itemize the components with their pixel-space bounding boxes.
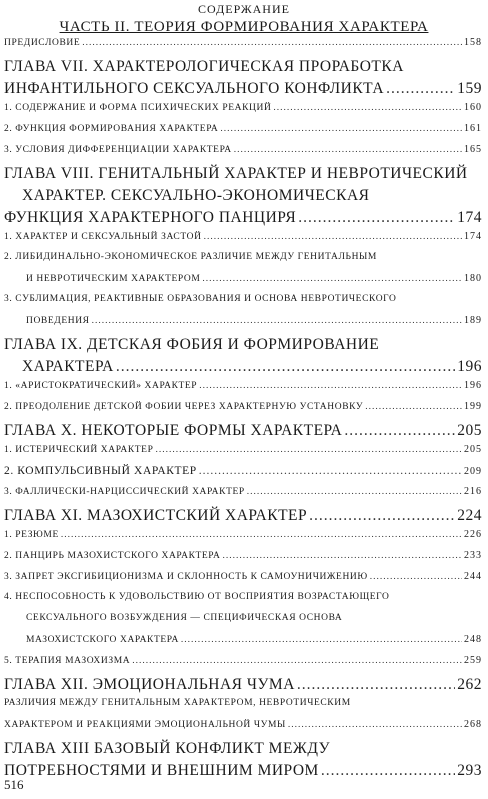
- toc-entry-page: 159: [457, 80, 482, 97]
- toc-entry-page: 189: [464, 315, 482, 326]
- toc-entry-page: 180: [464, 273, 482, 284]
- toc-entry-page: 160: [464, 102, 482, 113]
- toc-entry-title: 1. «АРИСТОКРАТИЧЕСКИЙ» ХАРАКТЕР: [4, 381, 198, 391]
- toc-dot-leader: [204, 233, 462, 243]
- toc-entry: [4, 763, 482, 785]
- toc-entry-title: 2. ФУНКЦИЯ ФОРМИРОВАНИЯ ХАРАКТЕРА: [4, 124, 219, 134]
- toc-entry: [4, 402, 482, 423]
- toc-dot-leader: [234, 146, 462, 156]
- toc-entry-title: ФУНКЦИЯ ХАРАКТЕРНОГО ПАНЦИРЯ: [4, 209, 297, 226]
- toc-entry: [4, 551, 482, 572]
- toc-entry-title: 5. ТЕРАПИЯ МАЗОХИЗМА: [4, 656, 131, 666]
- toc-dot-leader: [247, 488, 462, 498]
- toc-entry-page: 174: [457, 209, 482, 226]
- toc-dot-leader: [309, 508, 455, 524]
- toc-entries: [4, 38, 482, 785]
- toc-entry-title: ХАРАКТЕРА: [22, 358, 114, 375]
- toc-entry-page: 216: [464, 486, 482, 497]
- page-header: СОДЕРЖАНИЕ: [198, 2, 290, 16]
- toc-entry: [4, 145, 482, 166]
- toc-entry-page: 224: [457, 507, 482, 524]
- toc-dot-leader: [370, 573, 462, 583]
- toc-entry: [4, 635, 482, 656]
- toc-entry: [4, 487, 482, 508]
- toc-entry: [4, 445, 482, 466]
- toc-entry-page: 174: [464, 231, 482, 242]
- toc-entry-page: 205: [457, 422, 482, 439]
- toc-entry: [4, 466, 482, 487]
- toc-entry-title: 3. ФАЛЛИЧЕСКИ-НАРЦИССИЧЕСКИЙ ХАРАКТЕР: [4, 487, 245, 497]
- toc-entry: [4, 572, 482, 593]
- toc-entry: [4, 274, 482, 295]
- toc-entry-title: 1. ИСТЕРИЧЕСКИЙ ХАРАКТЕР: [4, 445, 154, 455]
- toc-entry-title: ПРЕДИСЛОВИЕ: [4, 38, 81, 48]
- part-title-text: ЧАСТЬ II. ТЕОРИЯ ФОРМИРОВАНИЯ ХАРАКТЕРА: [59, 19, 429, 35]
- toc-dot-leader: [222, 552, 462, 562]
- toc-dot-leader: [61, 531, 462, 541]
- toc-entry-page: 196: [464, 380, 482, 391]
- toc-entry-title: ИНФАНТИЛЬНОГО СЕКСУАЛЬНОГО КОНФЛИКТА: [4, 80, 385, 97]
- page-number: 516: [4, 777, 24, 792]
- toc-dot-leader: [132, 657, 462, 667]
- toc-dot-leader: [273, 104, 462, 114]
- toc-entry: [4, 188, 482, 210]
- toc-entry: [4, 677, 482, 699]
- toc-entry: [4, 253, 482, 274]
- toc-entry: [4, 530, 482, 551]
- toc-entry-title: ГЛАВА XI. МАЗОХИСТСКИЙ ХАРАКТЕР: [4, 507, 308, 524]
- toc-entry: [4, 699, 482, 720]
- toc-entry-title: 1. РЕЗЮМЕ: [4, 530, 59, 540]
- toc-dot-leader: [199, 466, 462, 478]
- toc-dot-leader: [386, 81, 455, 97]
- toc-entry: [4, 593, 482, 614]
- toc-entry-title: 2. КОМПУЛЬСИВНЫЙ ХАРАКТЕР: [4, 465, 197, 477]
- toc-entry-title: 1. СОДЕРЖАНИЕ И ФОРМА ПСИХИЧЕСКИХ РЕАКЦИЙ: [4, 103, 272, 113]
- toc-entry-title: 2. ПАНЦИРЬ МАЗОХИСТСКОГО ХАРАКТЕРА: [4, 551, 221, 561]
- toc-entry: [4, 720, 482, 741]
- toc-entry-title: ХАРАКТЕРОМ И РЕАКЦИЯМИ ЭМОЦИОНАЛЬНОЙ ЧУМЫ: [4, 720, 286, 730]
- toc-entry-page: 293: [457, 762, 482, 779]
- toc-entry: [4, 656, 482, 677]
- toc-entry: [4, 316, 482, 337]
- toc-entry-title: ПОТРЕБНОСТЯМИ И ВНЕШНИМ МИРОМ: [4, 762, 319, 779]
- toc-entry-title: МАЗОХИСТСКОГО ХАРАКТЕРА: [26, 635, 179, 645]
- toc-entry-page: 196: [457, 358, 482, 375]
- toc-entry-title: ГЛАВА IX. ДЕТСКАЯ ФОБИЯ И ФОРМИРОВАНИЕ: [4, 336, 380, 353]
- toc-entry-title: 4. НЕСПОСОБНОСТЬ К УДОВОЛЬСТВИЮ ОТ ВОСПРИЯТИЯ ВОЗРАСТАЮЩЕГО: [4, 592, 390, 602]
- toc-entry-title: 3. ЗАПРЕТ ЭКСГИБИЦИОНИЗМА И СКЛОННОСТЬ К САМОУНИЧИЖЕНИЮ: [4, 572, 368, 582]
- toc-entry-title: 3. СУБЛИМАЦИЯ, РЕАКТИВНЫЕ ОБРАЗОВАНИЯ И ОСНОВА НЕВРОТИЧЕСКОГО: [4, 294, 397, 304]
- toc-dot-leader: [297, 677, 455, 693]
- toc-entry-title: 3. УСЛОВИЯ ДИФФЕРЕНЦИАЦИИ ХАРАКТЕРА: [4, 145, 232, 155]
- toc-entry-title: 2. ЛИБИДИНАЛЬНО-ЭКОНОМИЧЕСКОЕ РАЗЛИЧИЕ МЕЖДУ ГЕНИТАЛЬНЫМ: [4, 252, 377, 262]
- toc-entry-title: 1. ХАРАКТЕР И СЕКСУАЛЬНЫЙ ЗАСТОЙ: [4, 232, 202, 242]
- toc-dot-leader: [181, 636, 462, 646]
- toc-dot-leader: [155, 446, 462, 456]
- toc-entry-title: ПОВЕДЕНИЯ: [26, 316, 90, 326]
- toc-entry: [4, 381, 482, 402]
- toc-entry: [4, 423, 482, 445]
- toc-entry: [4, 359, 482, 381]
- toc-dot-leader: [365, 403, 462, 413]
- toc-entry: [4, 741, 482, 763]
- toc-entry-title: СЕКСУАЛЬНОГО ВОЗБУЖДЕНИЯ — СПЕЦИФИЧЕСКАЯ ОСНОВА: [26, 613, 343, 623]
- toc-entry-title: И НЕВРОТИЧЕСКИМ ХАРАКТЕРОМ: [26, 274, 201, 284]
- toc-entry-title: ГЛАВА VIII. ГЕНИТАЛЬНЫЙ ХАРАКТЕР И НЕВРОТИЧЕСКИЙ: [4, 165, 468, 182]
- toc-entry: [4, 166, 482, 188]
- toc-entry-title: РАЗЛИЧИЯ МЕЖДУ ГЕНИТАЛЬНЫМ ХАРАКТЕРОМ, НЕВРОТИЧЕСКИМ: [4, 698, 351, 708]
- toc-entry-page: 209: [464, 466, 482, 477]
- toc-entry: [4, 38, 482, 59]
- toc-entry-page: 262: [457, 676, 482, 693]
- toc-entry: [4, 508, 482, 530]
- toc-entry-title: ГЛАВА XII. ЭМОЦИОНАЛЬНАЯ ЧУМА: [4, 676, 295, 693]
- toc-dot-leader: [116, 359, 455, 375]
- toc-entry: [4, 103, 482, 124]
- toc-entry: [4, 124, 482, 145]
- toc-entry: [4, 614, 482, 635]
- toc-entry-page: 161: [464, 123, 482, 134]
- toc-entry-page: 158: [464, 37, 482, 48]
- toc-dot-leader: [321, 763, 455, 779]
- toc-entry-page: 199: [464, 401, 482, 412]
- toc-entry-page: 233: [464, 550, 482, 561]
- part-title: [0, 19, 488, 36]
- toc-entry-page: 248: [464, 634, 482, 645]
- toc-dot-leader: [202, 275, 462, 285]
- toc-entry-page: 259: [464, 655, 482, 666]
- toc-entry-page: 165: [464, 144, 482, 155]
- toc-dot-leader: [288, 721, 462, 731]
- toc-dot-leader: [199, 382, 462, 392]
- toc-dot-leader: [344, 423, 455, 439]
- toc-entry-page: 268: [464, 719, 482, 730]
- toc-entry: [4, 81, 482, 103]
- toc-entry-title: ГЛАВА X. НЕКОТОРЫЕ ФОРМЫ ХАРАКТЕРА: [4, 422, 343, 439]
- toc-entry-page: 226: [464, 529, 482, 540]
- toc-entry: [4, 232, 482, 253]
- toc-dot-leader: [220, 125, 462, 135]
- toc-dot-leader: [92, 317, 462, 327]
- toc-entry-title: ГЛАВА XIII БАЗОВЫЙ КОНФЛИКТ МЕЖДУ: [4, 740, 331, 757]
- toc-entry-page: 244: [464, 571, 482, 582]
- toc-entry: [4, 337, 482, 359]
- toc-entry: [4, 295, 482, 316]
- toc-entry: [4, 59, 482, 81]
- toc-entry-title: 2. ПРЕОДОЛЕНИЕ ДЕТСКОЙ ФОБИИ ЧЕРЕЗ ХАРАКТЕРНУЮ УСТАНОВКУ: [4, 402, 364, 412]
- toc-entry-page: 205: [464, 444, 482, 455]
- toc-entry: [4, 210, 482, 232]
- toc-dot-leader: [298, 210, 455, 226]
- toc-entry-title: ГЛАВА VII. ХАРАКТЕРОЛОГИЧЕСКАЯ ПРОРАБОТКА: [4, 58, 404, 75]
- toc-dot-leader: [82, 39, 462, 49]
- toc-entry-title: ХАРАКТЕР. СЕКСУАЛЬНО-ЭКОНОМИЧЕСКАЯ: [22, 187, 370, 204]
